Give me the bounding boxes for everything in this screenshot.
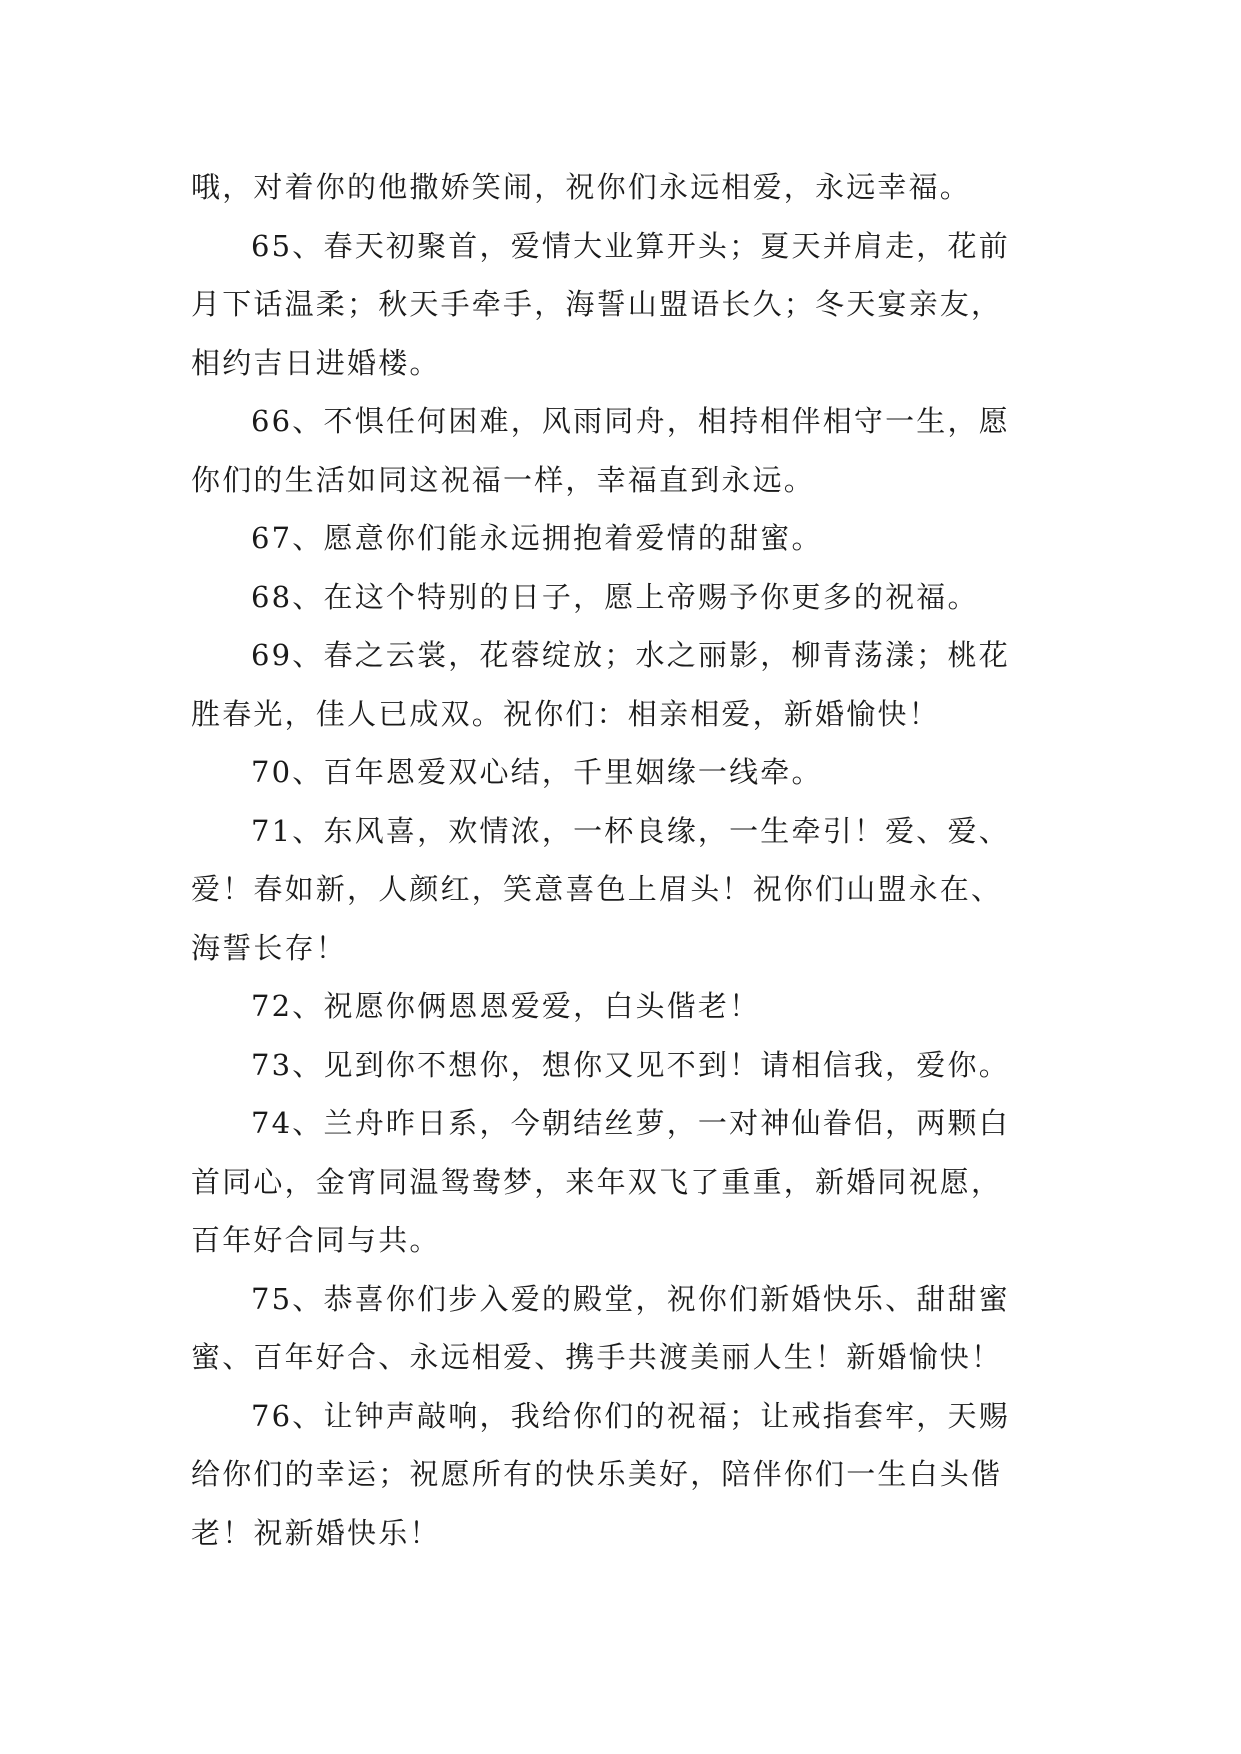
text-line: 67、愿意你们能永远拥抱着爱情的甜蜜。 — [251, 521, 823, 555]
paragraph-71 — [191, 802, 1071, 978]
paragraph-70 — [191, 743, 1071, 802]
text-line: 老！祝新婚快乐！ — [191, 1515, 441, 1550]
text-line: 70、百年恩爱双心结，千里姻缘一线牵。 — [251, 755, 823, 789]
text-line: 胜春光，佳人已成双。祝你们：相亲相爱，新婚愉快！ — [191, 696, 940, 731]
text-line: 蜜、百年好合、永远相爱、携手共渡美丽人生！新婚愉快！ — [191, 1340, 1003, 1374]
text-line: 月下话温柔；秋天手牵手，海誓山盟语长久；冬天宴亲友， — [191, 287, 1003, 321]
document-body — [191, 158, 1071, 1562]
text-line: 65、春天初聚首，爱情大业算开头；夏天并肩走，花前 — [251, 228, 1010, 263]
text-line: 爱！春如新，人颜红，笑意喜色上眉头！祝你们山盟永在、 — [191, 872, 1003, 906]
paragraph-76 — [191, 1387, 1071, 1563]
text-line: 百年好合同与共。 — [191, 1223, 441, 1257]
paragraph-75 — [191, 1270, 1071, 1387]
paragraph-65 — [191, 217, 1071, 393]
text-line: 68、在这个特别的日子，愿上帝赐予你更多的祝福。 — [251, 579, 979, 614]
text-line: 71、东风喜，欢情浓，一杯良缘，一生牵引！爱、爱、 — [251, 813, 1010, 848]
paragraph-69 — [191, 626, 1071, 743]
text-line: 相约吉日进婚楼。 — [191, 345, 441, 380]
paragraph-73 — [191, 1036, 1071, 1095]
paragraph-74 — [191, 1094, 1071, 1270]
text-line: 海誓长存！ — [191, 930, 348, 965]
text-line: 73、见到你不想你，想你又见不到！请相信我，爱你。 — [251, 1047, 1010, 1082]
text-line: 哦，对着你的他撒娇笑闹，祝你们永远相爱，永远幸福。 — [191, 170, 972, 204]
text-line: 首同心，金宵同温鸳鸯梦，来年双飞了重重，新婚同祝愿， — [191, 1164, 1003, 1199]
text-line: 75、恭喜你们步入爱的殿堂，祝你们新婚快乐、甜甜蜜 — [251, 1281, 1010, 1316]
text-line: 你们的生活如同这祝福一样，幸福直到永远。 — [191, 462, 816, 497]
paragraph-66 — [191, 392, 1071, 509]
text-line: 74、兰舟昨日系，今朝结丝萝，一对神仙眷侣，两颗白 — [251, 1106, 1010, 1140]
text-line: 72、祝愿你俩恩恩爱爱，白头偕老！ — [251, 989, 761, 1023]
text-line: 76、让钟声敲响，我给你们的祝福；让戒指套牢，天赐 — [251, 1398, 1010, 1433]
paragraph-72 — [191, 977, 1071, 1036]
text-line: 66、不惧任何困难，风雨同舟，相持相伴相守一生，愿 — [251, 404, 1010, 438]
paragraph-67 — [191, 509, 1071, 568]
paragraph-continuation — [191, 158, 1071, 217]
paragraph-68 — [191, 568, 1071, 627]
text-line: 69、春之云裳，花蓉绽放；水之丽影，柳青荡漾；桃花 — [251, 638, 1010, 672]
text-line: 给你们的幸运；祝愿所有的快乐美好，陪伴你们一生白头偕 — [191, 1457, 1003, 1491]
